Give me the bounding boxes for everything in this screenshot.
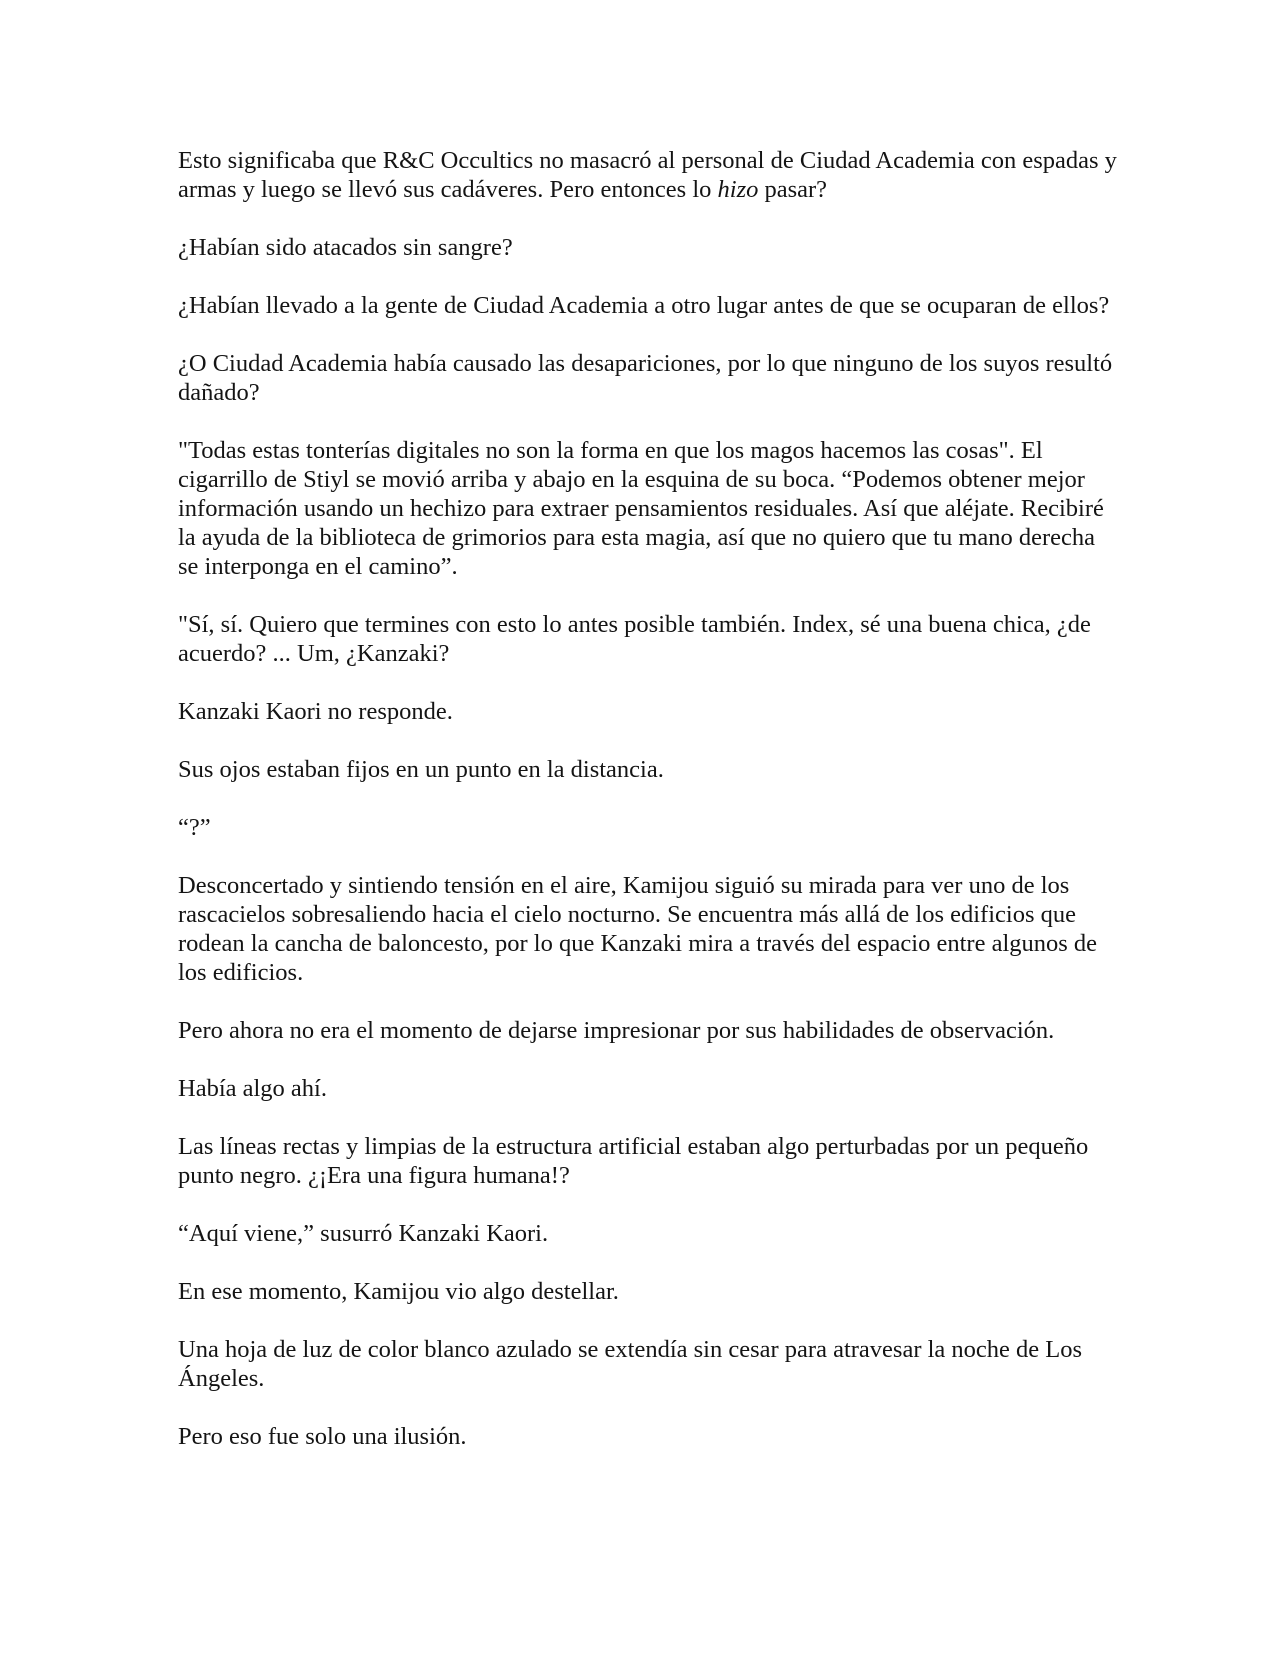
paragraph-16: Una hoja de luz de color blanco azulado se extendía sin cesar para atravesar la noche de Los Ángeles. — [178, 1336, 1083, 1392]
paragraph-10: Desconcertado y sintiendo tensión en el aire, Kamijou siguió su mirada para ver uno de los rascacielos sobresaliendo hacia el cielo nocturno. Se encuentra más allá de los edificios que rodean la cancha de baloncesto, por lo que Kanzaki mira a través del espacio entre algunos de los edificios. — [178, 872, 1098, 986]
paragraph-12: Había algo ahí. — [178, 1075, 327, 1102]
paragraph-2: ¿Habían sido atacados sin sangre? — [178, 234, 513, 261]
paragraph-9: “?” — [178, 814, 211, 841]
paragraph-13: Las líneas rectas y limpias de la estructura artificial estaban algo perturbadas por un pequeño punto negro. ¿¡Era una figura humana!? — [178, 1133, 1089, 1189]
paragraph-8: Sus ojos estaban fijos en un punto en la distancia. — [178, 756, 664, 783]
paragraph-1 — [178, 146, 1118, 204]
paragraph-1-text: Esto significaba que R&C Occultics no masacró al personal de Ciudad Academia con espadas y armas y luego se llevó sus cadáveres. Pero entonces lo — [178, 147, 1117, 203]
paragraph-14: “Aquí viene,” susurró Kanzaki Kaori. — [178, 1220, 549, 1247]
paragraph-5: "Todas estas tonterías digitales no son la forma en que los magos hacemos las cosas". El cigarrillo de Stiyl se movió arriba y abajo en la esquina de su boca. “Podemos obtener mejor información usando un hechizo para extraer pensamientos residuales. Así que aléjate. Recibiré la ayuda de la biblioteca de grimorios para esta magia, así que no quiero que tu mano derecha se interponga en el camino”. — [178, 437, 1104, 580]
paragraph-3: ¿Habían llevado a la gente de Ciudad Academia a otro lugar antes de que se ocuparan de ellos? — [178, 292, 1110, 319]
paragraph-17: Pero eso fue solo una ilusión. — [178, 1423, 467, 1450]
paragraph-7: Kanzaki Kaori no responde. — [178, 698, 453, 725]
paragraph-11: Pero ahora no era el momento de dejarse impresionar por sus habilidades de observación. — [178, 1017, 1055, 1044]
document-body — [178, 146, 1118, 1480]
paragraph-4: ¿O Ciudad Academia había causado las desapariciones, por lo que ninguno de los suyos resultó dañado? — [178, 350, 1113, 406]
paragraph-1-text-end: pasar? — [758, 176, 828, 203]
paragraph-15: En ese momento, Kamijou vio algo destellar. — [178, 1278, 619, 1305]
emphasis-word: hizo — [717, 176, 759, 203]
paragraph-6: "Sí, sí. Quiero que termines con esto lo antes posible también. Index, sé una buena chica, ¿de acuerdo? ... Um, ¿Kanzaki? — [178, 611, 1091, 667]
